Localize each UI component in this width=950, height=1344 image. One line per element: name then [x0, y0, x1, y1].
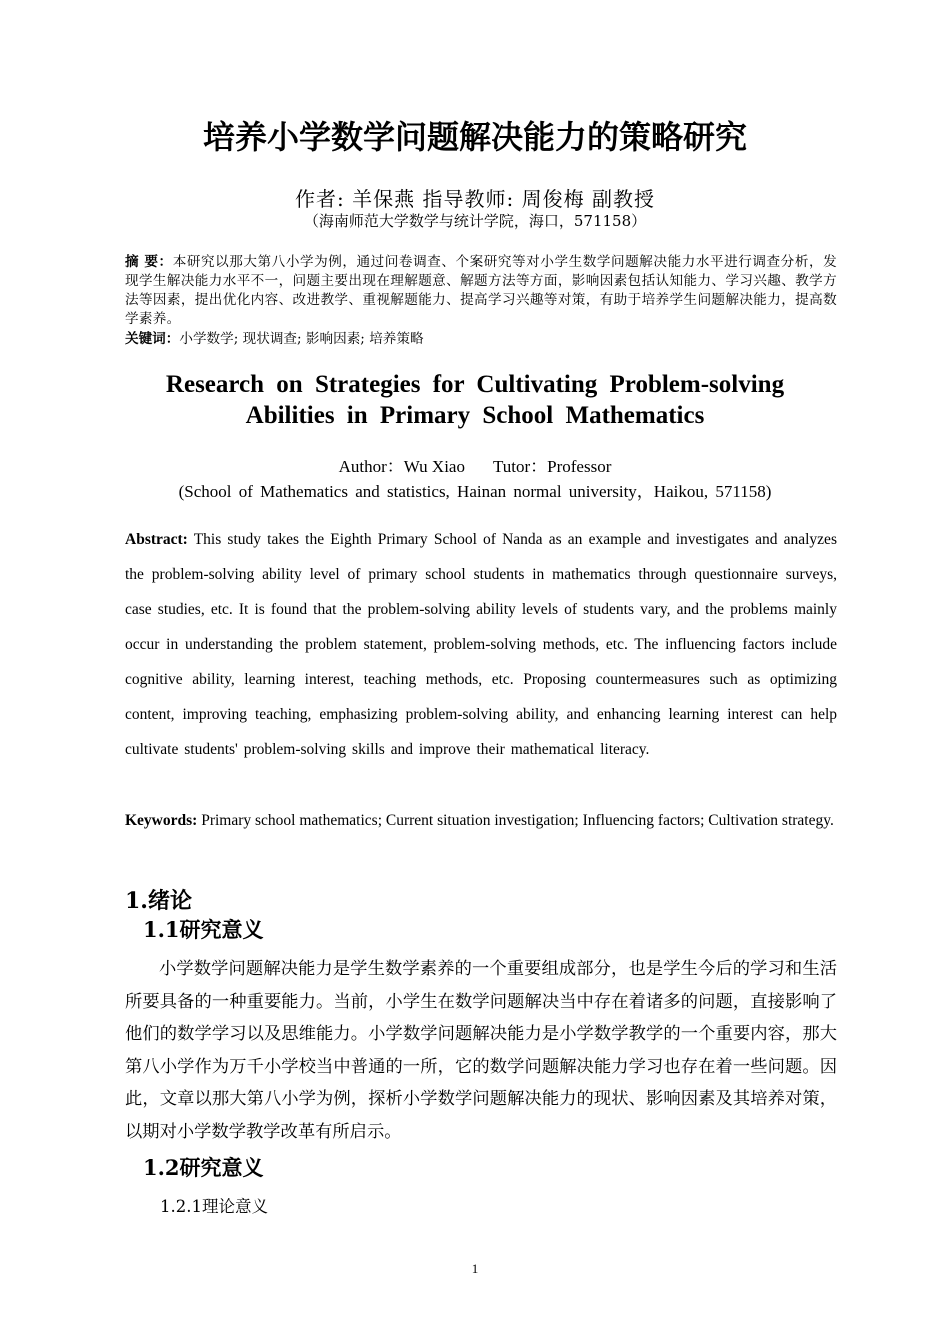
- chinese-affiliation: （海南师范大学数学与统计学院，海口，571158）: [303, 212, 647, 230]
- subsection-heading-1-1: 1.1研究意义: [143, 917, 264, 942]
- english-keywords-label: Keywords:: [125, 812, 198, 829]
- english-keywords-text: Primary school mathematics; Current situation investigation; Influencing factors; Cultivation strategy.: [201, 812, 834, 829]
- english-abstract-text: This study takes the Eighth Primary School of Nanda as an example and investigates and analyzes the problem-solving ability level of primary school students in mathematics through questionnaire surveys, case studies, etc. It is found that the problem-solving ability levels of students vary, and the problems mainly occur in understanding the problem statement, problem-solving methods, etc. The influencing factors include cognitive ability, learning interest, teaching methods, etc. Proposing countermeasures such as optimizing content, improving teaching, emphasizing problem-solving ability, and enhancing learning interest can help cultivate students' problem-solving skills and improve their mathematical literacy.: [125, 531, 837, 758]
- english-keywords: [125, 803, 837, 838]
- english-abstract-label: Abstract:: [125, 531, 188, 548]
- chinese-abstract-label: 摘 要：: [125, 254, 173, 270]
- english-title: [0, 369, 950, 431]
- body-paragraph: 小学数学问题解决能力是学生数学素养的一个重要组成部分，也是学生今后的学习和生活所要具备的一种重要能力。当前，小学生在数学问题解决当中存在着诸多的问题，直接影响了他们的数学学习以及思维能力。小学数学问题解决能力是小学数学教学的一个重要内容，那大第八小学作为万千小学校当中普通的一所，它的数学问题解决能力学习也存在着一些问题。因此，文章以那大第八小学为例，探析小学数学问题解决能力的现状、影响因素及其培养对策，以期对小学数学教学改革有所启示。: [125, 959, 837, 1142]
- section-heading-introduction: 1.绪论: [125, 888, 192, 914]
- subsection-heading-1-2: 1.2研究意义: [143, 1155, 264, 1180]
- english-title-line1: Research on Strategies for Cultivating Problem-solving: [165, 371, 785, 398]
- english-abstract: [125, 522, 837, 767]
- subsubsection-heading-1-2-1: 1.2.1理论意义: [160, 1197, 268, 1216]
- chinese-keywords: [125, 330, 837, 349]
- english-author-line: [0, 452, 950, 477]
- english-author: Author：Wu Xiao: [338, 457, 465, 476]
- chinese-keywords-text: 小学数学; 现状调查; 影响因素; 培养策略: [179, 331, 424, 347]
- english-title-line2: Abilities in Primary School Mathematics: [245, 402, 705, 429]
- page-number: 1: [471, 1261, 479, 1276]
- chinese-title: 培养小学数学问题解决能力的策略研究: [202, 118, 747, 156]
- english-tutor: Tutor：Professor: [492, 457, 612, 476]
- chinese-abstract-text: 本研究以那大第八小学为例，通过问卷调查、个案研究等对小学生数学问题解决能力水平进行调查分析，发现学生解决能力水平不一，问题主要出现在理解题意、解题方法等方面，影响因素包括认知能力、学习兴趣、教学方法等因素，提出优化内容、改进教学、重视解题能力、提高学习兴趣等对策，有助于培养学生问题解决能力，提高数学素养。: [125, 254, 837, 327]
- chinese-keywords-label: 关键词：: [125, 331, 180, 347]
- english-affiliation: (School of Mathematics and statistics, Hainan normal university，Haikou, 571158): [178, 482, 772, 501]
- chinese-abstract: [125, 253, 837, 329]
- chinese-authors: 作者: 羊保燕 指导教师: 周俊梅 副教授: [295, 187, 655, 211]
